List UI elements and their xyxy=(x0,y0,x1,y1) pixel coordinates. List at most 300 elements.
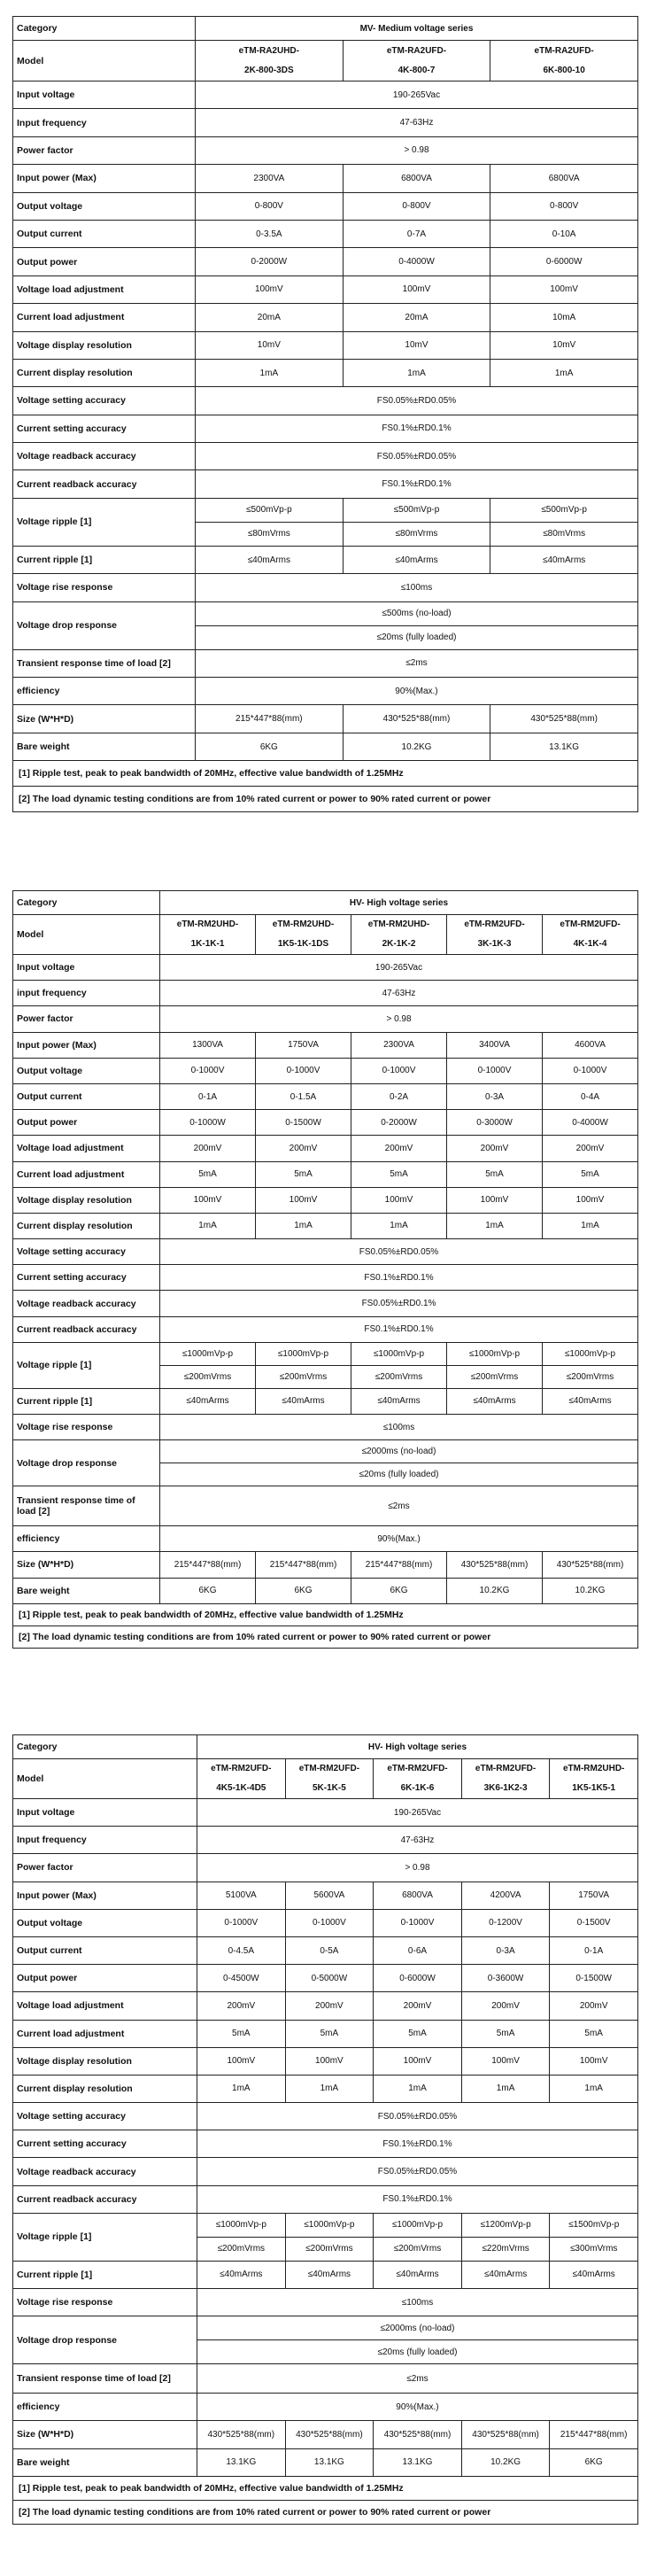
spec-row-transient-response-time-of-load-2 xyxy=(13,2364,638,2394)
spec-label: Voltage ripple [1] xyxy=(13,1342,160,1388)
spec-row-output-voltage xyxy=(13,1909,638,1936)
spec-value: ≤1000mVp-p xyxy=(351,1342,447,1365)
spec-label: Voltage display resolution xyxy=(13,331,196,359)
spec-value: 0-1.5A xyxy=(256,1083,351,1109)
spec-value: 13.1KG xyxy=(490,733,638,760)
spec-value: 430*525*88(mm) xyxy=(343,705,490,733)
spec-value: FS0.05%±RD0.05% xyxy=(160,1239,638,1265)
spec-value: 200mV xyxy=(543,1136,638,1161)
spec-label: Voltage ripple [1] xyxy=(13,498,196,546)
spec-row-current-display-resolution xyxy=(13,2075,638,2102)
spec-value: 0-5000W xyxy=(285,1965,374,1992)
spec-value: ≤80mVrms xyxy=(343,522,490,546)
spec-value: 1mA xyxy=(543,1213,638,1238)
spec-row-transient-response-time-of-load-2 xyxy=(13,649,638,677)
spec-row-transient-response-time-of-load-2 xyxy=(13,1486,638,1526)
model-name-part: eTM-RA2UFD- xyxy=(386,45,447,56)
spec-value: 1mA xyxy=(490,359,638,386)
spec-value: ≤20ms (fully loaded) xyxy=(160,1463,638,1486)
spec-value: 100mV xyxy=(447,1187,543,1213)
spec-label: Input voltage xyxy=(13,955,160,981)
spec-label: Output current xyxy=(13,1936,197,1964)
spec-value: 1mA xyxy=(160,1213,256,1238)
model-name-part: eTM-RM2UFD- xyxy=(560,919,621,929)
spec-row-voltage-display-resolution xyxy=(13,331,638,359)
model-name xyxy=(447,915,543,955)
model-name-part: 3K-1K-3 xyxy=(477,939,512,949)
spec-row-voltage-display-resolution xyxy=(13,2047,638,2075)
spec-label: Current setting accuracy xyxy=(13,1265,160,1291)
spec-value: 200mV xyxy=(197,1992,286,2020)
model-row xyxy=(13,41,638,81)
spec-value: 200mV xyxy=(461,1992,550,2020)
spec-value: 47-63Hz xyxy=(160,981,638,1006)
spec-value: 0-4A xyxy=(543,1083,638,1109)
spec-row-current-display-resolution xyxy=(13,359,638,386)
spec-value: ≤80mVrms xyxy=(196,522,344,546)
spec-label: Output current xyxy=(13,1083,160,1109)
spec-label: Voltage rise response xyxy=(13,2289,197,2316)
spec-label: Voltage display resolution xyxy=(13,2047,197,2075)
footnote-row xyxy=(13,2476,638,2500)
category-row xyxy=(13,891,638,915)
spec-value: 5100VA xyxy=(197,1882,286,1909)
spec-row-current-ripple-1 xyxy=(13,546,638,573)
model-name-part: 6K-800-10 xyxy=(543,65,585,75)
spec-value: 3400VA xyxy=(447,1032,543,1058)
spec-value: 13.1KG xyxy=(374,2448,462,2476)
spec-label: Current display resolution xyxy=(13,359,196,386)
spec-value: 100mV xyxy=(343,275,490,303)
spec-label: Output current xyxy=(13,220,196,247)
spec-value: 0-1000V xyxy=(256,1058,351,1083)
spec-value: ≤2ms xyxy=(160,1486,638,1526)
spec-value: 6800VA xyxy=(490,165,638,192)
spec-value: 0-6A xyxy=(374,1936,462,1964)
spec-value: 5mA xyxy=(256,1161,351,1187)
spec-value: 1mA xyxy=(447,1213,543,1238)
spec-label: Current load adjustment xyxy=(13,2020,197,2047)
spec-value: 10.2KG xyxy=(447,1578,543,1603)
spec-row-voltage-setting-accuracy xyxy=(13,387,638,415)
model-name-part: 3K6-1K2-3 xyxy=(483,1783,528,1793)
spec-value: 430*525*88(mm) xyxy=(543,1552,638,1578)
spec-row-input-voltage xyxy=(13,81,638,109)
spec-row-size-w-h-d xyxy=(13,2421,638,2448)
spec-row-current-load-adjustment xyxy=(13,304,638,331)
spec-value: ≤40mArms xyxy=(197,2261,286,2288)
spec-row-bare-weight xyxy=(13,2448,638,2476)
model-name xyxy=(351,915,447,955)
spec-value: 430*525*88(mm) xyxy=(490,705,638,733)
model-name xyxy=(197,1759,286,1799)
footnote: [2] The load dynamic testing conditions are from 10% rated current or power to 90% rated current or power xyxy=(13,1626,638,1648)
spec-value: 90%(Max.) xyxy=(160,1526,638,1552)
spec-value: 100mV xyxy=(160,1187,256,1213)
spec-row-efficiency xyxy=(13,2394,638,2421)
spec-row-output-current xyxy=(13,1083,638,1109)
spec-row-input-power-max xyxy=(13,1032,638,1058)
spec-row-output-power xyxy=(13,1965,638,1992)
model-name-part: 1K5-1K-1DS xyxy=(277,939,329,949)
spec-row-output-voltage xyxy=(13,1058,638,1083)
spec-value: ≤2000ms (no-load) xyxy=(197,2316,638,2340)
spec-value: 20mA xyxy=(343,304,490,331)
spec-label: Input voltage xyxy=(13,81,196,109)
spec-value: 0-3000W xyxy=(447,1110,543,1136)
spec-label: Input frequency xyxy=(13,1827,197,1854)
spec-label: Current load adjustment xyxy=(13,1161,160,1187)
spec-label: Voltage rise response xyxy=(13,1415,160,1440)
model-name-part: 6K-1K-6 xyxy=(400,1783,435,1793)
spec-value: 0-5A xyxy=(285,1936,374,1964)
spec-value: 0-1500W xyxy=(550,1965,638,1992)
spec-value: 100mV xyxy=(374,2047,462,2075)
spec-label: Output power xyxy=(13,1965,197,1992)
spec-label: Voltage load adjustment xyxy=(13,1136,160,1161)
spec-value: > 0.98 xyxy=(160,1006,638,1032)
spec-row-size-w-h-d xyxy=(13,705,638,733)
spec-value: 1mA xyxy=(197,2075,286,2102)
spec-value: ≤500mVp-p xyxy=(343,498,490,522)
spec-value: ≤1000mVp-p xyxy=(374,2213,462,2237)
spec-value: 5mA xyxy=(351,1161,447,1187)
series-title: HV- High voltage series xyxy=(160,891,638,915)
spec-value: 4600VA xyxy=(543,1032,638,1058)
spec-value: 0-800V xyxy=(490,192,638,220)
spec-value: 215*447*88(mm) xyxy=(256,1552,351,1578)
model-row xyxy=(13,915,638,955)
footnote: [1] Ripple test, peak to peak bandwidth of 20MHz, effective value bandwidth of 1.25MHz xyxy=(13,761,638,787)
spec-value: 0-2000W xyxy=(196,248,344,275)
spec-label: Current setting accuracy xyxy=(13,2130,197,2158)
spec-label: Current readback accuracy xyxy=(13,470,196,498)
spec-value: 6KG xyxy=(196,733,344,760)
spec-value: ≤2ms xyxy=(196,649,638,677)
spec-row-voltage-readback-accuracy xyxy=(13,443,638,470)
spec-value: 0-4.5A xyxy=(197,1936,286,1964)
spec-row-current-setting-accuracy xyxy=(13,415,638,442)
spec-row-voltage-drop-response xyxy=(13,601,638,625)
spec-value: 5600VA xyxy=(285,1882,374,1909)
model-name-part: 4K5-1K-4D5 xyxy=(216,1783,266,1793)
spec-row-current-readback-accuracy xyxy=(13,2185,638,2213)
spec-label: Transient response time of load [2] xyxy=(13,1486,160,1526)
spec-value: 1mA xyxy=(196,359,344,386)
model-name-part: 4K-800-7 xyxy=(398,65,436,75)
spec-label: Input power (Max) xyxy=(13,1032,160,1058)
spec-value: ≤40mArms xyxy=(550,2261,638,2288)
spec-value: ≤40mArms xyxy=(343,546,490,573)
spec-value: ≤2ms xyxy=(197,2364,638,2394)
model-label: Model xyxy=(13,41,196,81)
spec-value: ≤200mVrms xyxy=(285,2237,374,2261)
spec-value: ≤2000ms (no-load) xyxy=(160,1440,638,1463)
spec-row-voltage-ripple-1 xyxy=(13,2213,638,2237)
spec-value: FS0.1%±RD0.1% xyxy=(196,470,638,498)
spec-row-efficiency xyxy=(13,1526,638,1552)
spec-value: ≤40mArms xyxy=(447,1388,543,1414)
footnote-row xyxy=(13,1603,638,1626)
spec-row-output-current xyxy=(13,1936,638,1964)
model-name-part: eTM-RM2UFD- xyxy=(211,1764,272,1773)
model-label: Model xyxy=(13,915,160,955)
model-name xyxy=(374,1759,462,1799)
spec-value: 100mV xyxy=(543,1187,638,1213)
spec-label: Voltage setting accuracy xyxy=(13,1239,160,1265)
spec-value: 0-2000W xyxy=(351,1110,447,1136)
spec-row-bare-weight xyxy=(13,1578,638,1603)
model-name xyxy=(343,41,490,81)
spec-value: ≤40mArms xyxy=(196,546,344,573)
spec-value: 5mA xyxy=(447,1161,543,1187)
spec-value: 0-7A xyxy=(343,220,490,247)
spec-row-voltage-rise-response xyxy=(13,574,638,601)
spec-value: 100mV xyxy=(256,1187,351,1213)
spec-value: > 0.98 xyxy=(197,1854,638,1882)
spec-value: 6800VA xyxy=(343,165,490,192)
spec-value: FS0.1%±RD0.1% xyxy=(196,415,638,442)
model-name-part: eTM-RM2UFD- xyxy=(298,1764,360,1773)
spec-value: 47-63Hz xyxy=(196,109,638,136)
spec-value: FS0.05%±RD0.05% xyxy=(196,387,638,415)
spec-value: 0-800V xyxy=(196,192,344,220)
spec-value: 90%(Max.) xyxy=(196,678,638,705)
model-name xyxy=(550,1759,638,1799)
spec-row-power-factor xyxy=(13,1854,638,1882)
spec-value: 10mV xyxy=(196,331,344,359)
spec-value: 200mV xyxy=(374,1992,462,2020)
spec-label: Bare weight xyxy=(13,1578,160,1603)
spec-value: ≤500mVp-p xyxy=(490,498,638,522)
spec-value: 5mA xyxy=(543,1161,638,1187)
spec-row-power-factor xyxy=(13,1006,638,1032)
spec-row-input-frequency xyxy=(13,109,638,136)
spec-label: Voltage drop response xyxy=(13,1440,160,1486)
spec-row-input-frequency xyxy=(13,981,638,1006)
spec-value: FS0.05%±RD0.05% xyxy=(196,443,638,470)
model-name-part: 2K-1K-2 xyxy=(382,939,416,949)
spec-value: 10mV xyxy=(490,331,638,359)
spec-row-input-power-max xyxy=(13,1882,638,1909)
spec-label: Size (W*H*D) xyxy=(13,705,196,733)
spec-value: 0-1000V xyxy=(160,1058,256,1083)
spec-value: 5mA xyxy=(160,1161,256,1187)
spec-value: ≤200mVrms xyxy=(543,1365,638,1388)
spec-value: 0-1000V xyxy=(285,1909,374,1936)
spec-row-bare-weight xyxy=(13,733,638,760)
spec-value: ≤100ms xyxy=(197,2289,638,2316)
category-label: Category xyxy=(13,17,196,41)
model-name-part: eTM-RA2UFD- xyxy=(534,45,594,56)
spec-label: Voltage drop response xyxy=(13,2316,197,2364)
spec-value: 13.1KG xyxy=(285,2448,374,2476)
spec-row-voltage-ripple-1 xyxy=(13,1342,638,1365)
spec-value: 190-265Vac xyxy=(197,1799,638,1827)
spec-value: ≤40mArms xyxy=(543,1388,638,1414)
model-name xyxy=(490,41,638,81)
spec-value: 1750VA xyxy=(256,1032,351,1058)
spec-value: 10.2KG xyxy=(543,1578,638,1603)
spec-row-input-voltage xyxy=(13,955,638,981)
spec-value: ≤1000mVp-p xyxy=(256,1342,351,1365)
series-title: HV- High voltage series xyxy=(197,1735,638,1759)
model-name xyxy=(160,915,256,955)
spec-value: ≤100ms xyxy=(160,1415,638,1440)
model-name-part: eTM-RM2UFD- xyxy=(475,1764,537,1773)
footnote: [2] The load dynamic testing conditions are from 10% rated current or power to 90% rated current or power xyxy=(13,2500,638,2524)
spec-value: 430*525*88(mm) xyxy=(461,2421,550,2448)
spec-label: efficiency xyxy=(13,2394,197,2421)
spec-value: 215*447*88(mm) xyxy=(550,2421,638,2448)
spec-row-current-readback-accuracy xyxy=(13,1316,638,1342)
spec-value: ≤20ms (fully loaded) xyxy=(196,625,638,649)
spec-label: Voltage display resolution xyxy=(13,1187,160,1213)
spec-value: 0-10A xyxy=(490,220,638,247)
model-name xyxy=(285,1759,374,1799)
spec-label: efficiency xyxy=(13,1526,160,1552)
spec-value: ≤80mVrms xyxy=(490,522,638,546)
spec-value: 100mV xyxy=(490,275,638,303)
spec-label: Voltage rise response xyxy=(13,574,196,601)
spec-value: 0-1000V xyxy=(374,1909,462,1936)
spec-row-voltage-setting-accuracy xyxy=(13,1239,638,1265)
footnote: [1] Ripple test, peak to peak bandwidth of 20MHz, effective value bandwidth of 1.25MHz xyxy=(13,1603,638,1626)
spec-row-output-voltage xyxy=(13,192,638,220)
spec-value: 0-4500W xyxy=(197,1965,286,1992)
spec-row-current-load-adjustment xyxy=(13,2020,638,2047)
spec-value: ≤40mArms xyxy=(374,2261,462,2288)
spec-value: 0-4000W xyxy=(543,1110,638,1136)
spec-label: Voltage readback accuracy xyxy=(13,2158,197,2185)
spec-value: 0-3.5A xyxy=(196,220,344,247)
spec-value: 0-6000W xyxy=(374,1965,462,1992)
spec-value: 6800VA xyxy=(374,1882,462,1909)
spec-value: 6KG xyxy=(256,1578,351,1603)
spec-value: 200mV xyxy=(351,1136,447,1161)
category-row xyxy=(13,1735,638,1759)
spec-value: ≤200mVrms xyxy=(160,1365,256,1388)
spec-value: 0-6000W xyxy=(490,248,638,275)
spec-value: ≤500mVp-p xyxy=(196,498,344,522)
spec-value: 10mA xyxy=(490,304,638,331)
model-name-part: eTM-RM2UHD- xyxy=(176,919,239,929)
spec-label: Output power xyxy=(13,1110,160,1136)
model-name-part: eTM-RM2UHD- xyxy=(562,1764,625,1773)
spec-row-voltage-ripple-1 xyxy=(13,498,638,522)
footnote-row xyxy=(13,1626,638,1648)
spec-value: 1mA xyxy=(374,2075,462,2102)
spec-value: 0-1000V xyxy=(351,1058,447,1083)
spec-value: ≤300mVrms xyxy=(550,2237,638,2261)
spec-value: 1300VA xyxy=(160,1032,256,1058)
spec-value: 5mA xyxy=(285,2020,374,2047)
model-name-part: eTM-RM2UHD- xyxy=(272,919,335,929)
spec-label: Output voltage xyxy=(13,192,196,220)
spec-row-input-power-max xyxy=(13,165,638,192)
spec-value: 100mV xyxy=(550,2047,638,2075)
spec-label: Power factor xyxy=(13,1854,197,1882)
category-row xyxy=(13,17,638,41)
spec-value: ≤40mArms xyxy=(351,1388,447,1414)
spec-value: 0-1000W xyxy=(160,1110,256,1136)
spec-value: > 0.98 xyxy=(196,136,638,164)
spec-row-voltage-load-adjustment xyxy=(13,1136,638,1161)
spec-value: 190-265Vac xyxy=(196,81,638,109)
spec-value: 2300VA xyxy=(351,1032,447,1058)
spec-label: Output voltage xyxy=(13,1909,197,1936)
spec-value: 100mV xyxy=(197,2047,286,2075)
spec-row-voltage-drop-response xyxy=(13,2316,638,2340)
spec-label: Output power xyxy=(13,248,196,275)
spec-row-current-ripple-1 xyxy=(13,1388,638,1414)
spec-value: ≤1000mVp-p xyxy=(285,2213,374,2237)
spec-row-voltage-load-adjustment xyxy=(13,275,638,303)
spec-row-size-w-h-d xyxy=(13,1552,638,1578)
spec-label: Input power (Max) xyxy=(13,1882,197,1909)
category-label: Category xyxy=(13,891,160,915)
spec-row-current-setting-accuracy xyxy=(13,1265,638,1291)
spec-row-efficiency xyxy=(13,678,638,705)
spec-label: Current setting accuracy xyxy=(13,415,196,442)
spec-value: FS0.1%±RD0.1% xyxy=(160,1265,638,1291)
spec-value: 10.2KG xyxy=(461,2448,550,2476)
model-name-part: eTM-RM2UFD- xyxy=(464,919,525,929)
spec-label: Bare weight xyxy=(13,2448,197,2476)
spec-value: 215*447*88(mm) xyxy=(196,705,344,733)
spec-value: 90%(Max.) xyxy=(197,2394,638,2421)
spec-label: Voltage ripple [1] xyxy=(13,2213,197,2261)
spec-label: Current readback accuracy xyxy=(13,2185,197,2213)
spec-value: ≤500ms (no-load) xyxy=(196,601,638,625)
spec-value: 1mA xyxy=(285,2075,374,2102)
spec-value: 100mV xyxy=(285,2047,374,2075)
model-name xyxy=(461,1759,550,1799)
spec-value: 100mV xyxy=(196,275,344,303)
spec-value: ≤100ms xyxy=(196,574,638,601)
spec-value: ≤1000mVp-p xyxy=(543,1342,638,1365)
model-name-part: 4K-1K-4 xyxy=(573,939,607,949)
spec-value: 2300VA xyxy=(196,165,344,192)
spec-value: ≤200mVrms xyxy=(447,1365,543,1388)
spec-row-voltage-setting-accuracy xyxy=(13,2103,638,2130)
spec-row-input-voltage xyxy=(13,1799,638,1827)
spec-label: Input power (Max) xyxy=(13,165,196,192)
spec-value: 430*525*88(mm) xyxy=(197,2421,286,2448)
spec-value: 0-800V xyxy=(343,192,490,220)
spec-value: 10.2KG xyxy=(343,733,490,760)
spec-table-1 xyxy=(12,16,638,812)
spec-row-current-load-adjustment xyxy=(13,1161,638,1187)
spec-value: ≤220mVrms xyxy=(461,2237,550,2261)
spec-value: 430*525*88(mm) xyxy=(447,1552,543,1578)
spec-row-current-readback-accuracy xyxy=(13,470,638,498)
spec-row-voltage-drop-response xyxy=(13,1440,638,1463)
spec-value: 200mV xyxy=(160,1136,256,1161)
model-name-part: 1K5-1K5-1 xyxy=(572,1783,616,1793)
spec-table-2 xyxy=(12,890,638,1649)
spec-label: Output voltage xyxy=(13,1058,160,1083)
spec-row-current-ripple-1 xyxy=(13,2261,638,2288)
spec-value: ≤1000mVp-p xyxy=(197,2213,286,2237)
spec-value: 1mA xyxy=(256,1213,351,1238)
spec-value: 1mA xyxy=(461,2075,550,2102)
spec-value: 0-1200V xyxy=(461,1909,550,1936)
spec-label: Transient response time of load [2] xyxy=(13,649,196,677)
spec-value: 13.1KG xyxy=(197,2448,286,2476)
model-row xyxy=(13,1759,638,1799)
spec-table-3 xyxy=(12,1734,638,2525)
